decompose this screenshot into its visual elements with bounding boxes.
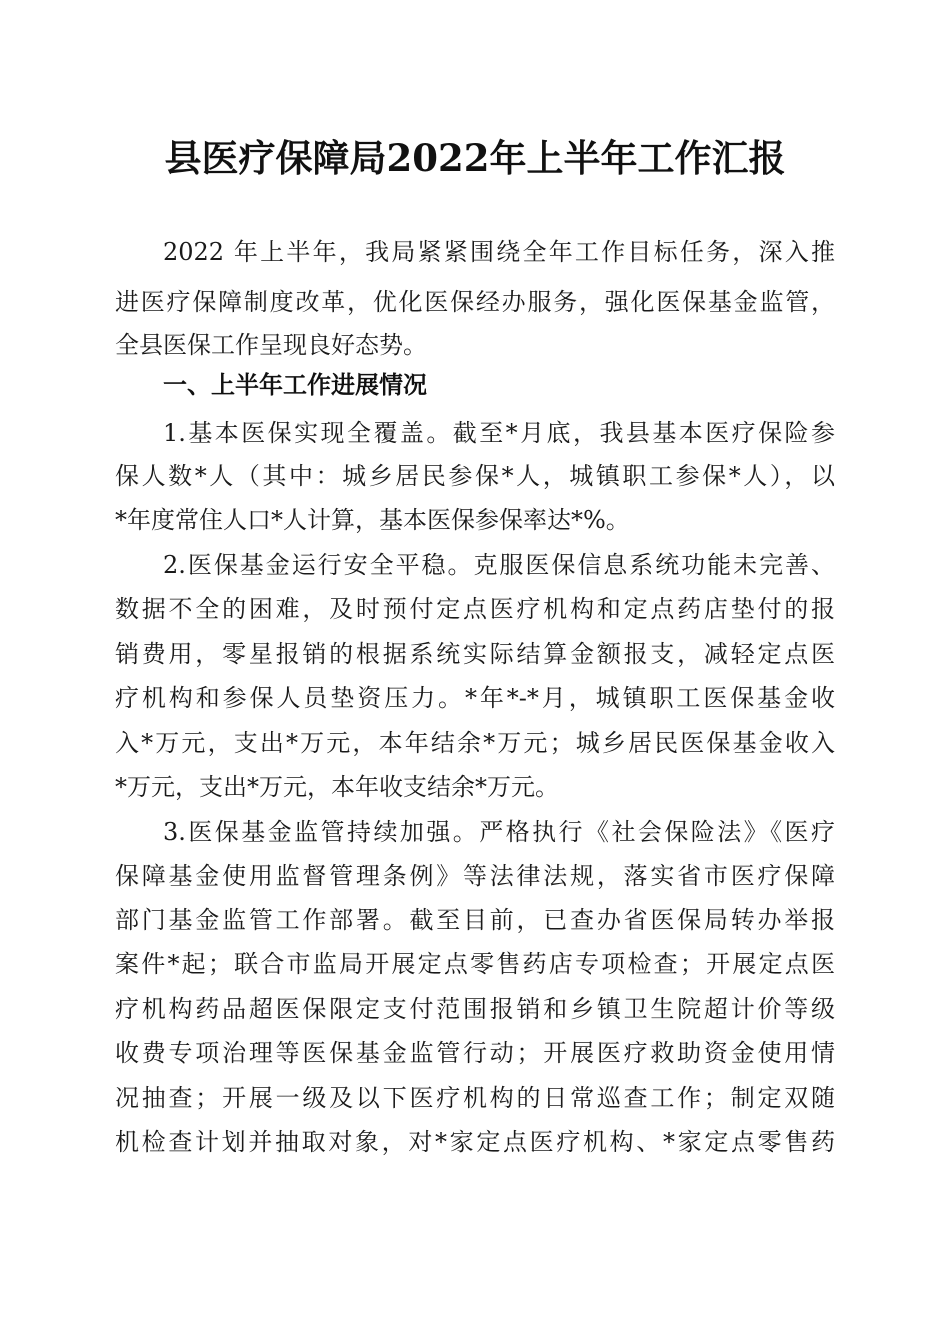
item3-line: 况抽查；开展一级及以下医疗机构的日常巡查工作；制定双随 — [115, 1084, 835, 1112]
item2-line: 入*万元，支出*万元，本年结余*万元；城乡居民医保基金收入 — [115, 729, 835, 757]
intro-line: 进医疗保障制度改革，优化医保经办服务，强化医保基金监管， — [115, 288, 835, 316]
item3-line: 案件*起；联合市监局开展定点零售药店专项检查；开展定点医 — [115, 950, 835, 978]
document-title: 县医疗保障局2022年上半年工作汇报 — [164, 136, 786, 180]
item1-line: 保人数*人（其中：城乡居民参保*人，城镇职工参保*人），以 — [115, 462, 835, 490]
item2-line: *万元，支出*万元，本年收支结余*万元。 — [115, 773, 559, 801]
item1-line: *年度常住人口*人计算，基本医保参保率达*%。 — [115, 506, 630, 534]
item3-line: 部门基金监管工作部署。截至目前，已查办省医保局转办举报 — [115, 906, 835, 934]
item2-line: 疗机构和参保人员垫资压力。*年*-*月，城镇职工医保基金收 — [115, 684, 835, 712]
item3-line: 疗机构药品超医保限定支付范围报销和乡镇卫生院超计价等级 — [115, 995, 835, 1023]
item1-line: 1.基本医保实现全覆盖。截至*月底，我县基本医疗保险参 — [163, 419, 835, 447]
intro-line: 2022 年上半年，我局紧紧围绕全年工作目标任务，深入推 — [163, 238, 835, 266]
item2-line: 销费用，零星报销的根据系统实际结算金额报支，减轻定点医 — [115, 640, 835, 668]
item3-line: 保障基金使用监督管理条例》等法律法规，落实省市医疗保障 — [115, 862, 835, 890]
item2-line: 2.医保基金运行安全平稳。克服医保信息系统功能未完善、 — [163, 551, 835, 579]
item3-line: 机检查计划并抽取对象，对*家定点医疗机构、*家定点零售药 — [115, 1128, 835, 1156]
section-heading: 一、上半年工作进展情况 — [163, 371, 427, 399]
intro-line: 全县医保工作呈现良好态势。 — [115, 331, 427, 359]
item2-line: 数据不全的困难，及时预付定点医疗机构和定点药店垫付的报 — [115, 595, 835, 623]
item3-line: 收费专项治理等医保基金监管行动；开展医疗救助资金使用情 — [115, 1039, 835, 1067]
item3-line: 3.医保基金监管持续加强。严格执行《社会保险法》《医疗 — [163, 818, 835, 846]
